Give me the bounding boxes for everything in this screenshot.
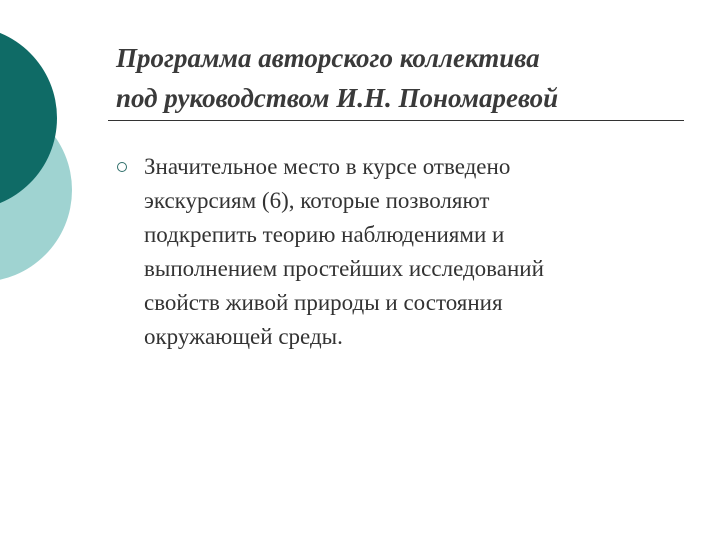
slide-title-line-1: Программа авторского коллектива: [116, 43, 540, 73]
slide-title: [116, 38, 696, 118]
hollow-circle-bullet-icon: [117, 162, 127, 172]
bullet-line: подкрепить теорию наблюдениями и: [144, 222, 505, 247]
slide-title-line-2: под руководством И.Н. Пономаревой: [116, 83, 559, 113]
title-divider: [108, 120, 684, 121]
slide-body: [116, 150, 696, 354]
bullet-line: Значительное место в курсе отведено: [144, 154, 511, 179]
bullet-text: [144, 150, 696, 354]
bullet-line: окружающей среды.: [144, 324, 343, 349]
bullet-line: свойств живой природы и состояния: [144, 290, 503, 315]
decorative-circles: [0, 0, 120, 300]
bullet-line: выполнением простейших исследований: [144, 256, 544, 281]
bullet-line: экскурсиям (6), которые позволяют: [144, 188, 490, 213]
bullet-item: [116, 150, 696, 354]
